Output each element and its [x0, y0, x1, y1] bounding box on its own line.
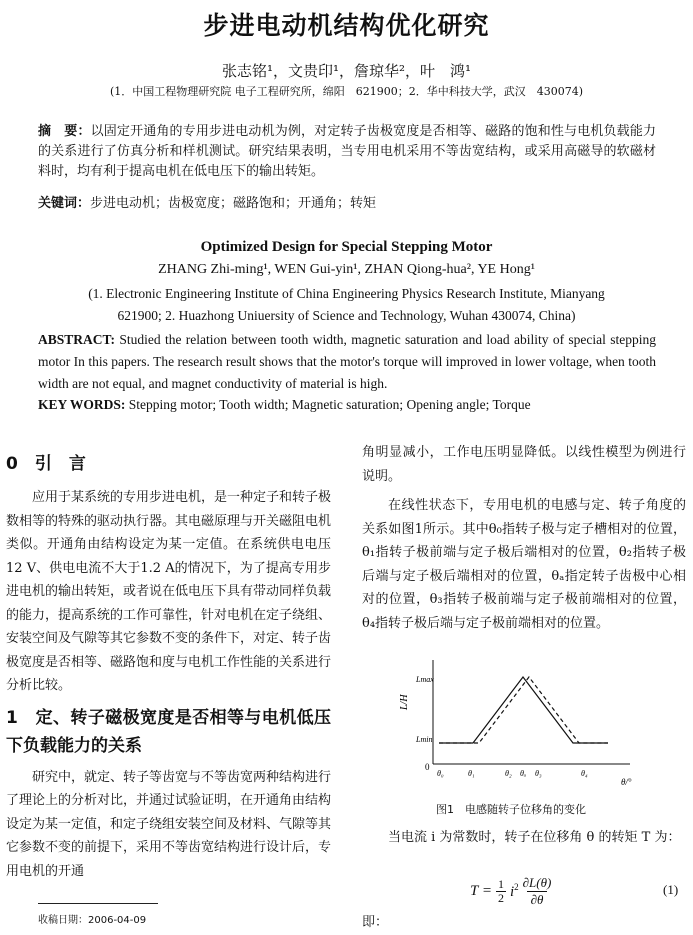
equation-1: [470, 875, 551, 908]
lmax-label: Lmax: [416, 675, 434, 684]
tick-thetaa: θₐ: [520, 769, 527, 778]
received-date-footnote: 收稿日期：2006-04-09: [38, 915, 147, 926]
affiliation-en-line1: (1. Electronic Engineering Institute of China Engineering Physics Research Institute, Mianyang: [88, 286, 605, 301]
section-1-paragraph: 研究中，就定、转子等齿宽与不等齿宽两种结构进行了理论上的分析对比，并通过试验证明，在开通角由结构设定为某一定值，和定子绕组安装空间及材料、气隙等其它参数不变的前提下，采用不等齿宽结构进行设计后，专用电机的开通: [6, 769, 332, 879]
footnote-rule: [38, 903, 158, 904]
eq-i-sup: 2: [514, 882, 519, 892]
tick-theta3: θ₃: [535, 769, 542, 778]
affiliation-en-line2: 621900; 2. Huazhong Uniuersity of Science and Technology, Wuhan 430074, China): [117, 308, 576, 323]
eq-derivative: [523, 875, 552, 908]
affiliation-cn: (1．中国工程物理研究院 电子工程研究所，绵阳 621900；2．华中科技大学，武汉 430074): [109, 85, 584, 98]
keywords-cn: [38, 192, 656, 211]
right-paragraph-3: 当电流 i 为常数时，转子在位移角 θ 的转矩 T 为：: [388, 830, 681, 845]
figure-1-caption: 图1 电感随转子位移角的变化: [436, 803, 586, 816]
lmin-label: Lmin: [416, 735, 433, 744]
abstract-cn-label: 摘 要：: [38, 124, 91, 139]
tick-theta1: θ₁: [468, 769, 475, 778]
abstract-en-label: ABSTRACT:: [38, 332, 116, 347]
abstract-en-text: Studied the relation between tooth width, magnetic saturation and load ability of special stepping motor In this papers. The research result shows that the motor's torque will improved in lower voltage, when tooth width are not equal, and magnet conductivity of material is high.: [38, 332, 656, 391]
keywords-en: [38, 397, 656, 413]
figure-1-inductance-plot: [395, 652, 665, 797]
section-0-paragraph: 应用于某系统的专用步进电机，是一种定子和转子极数相等的特殊的驱动执行器。其电磁原理与开关磁阻电机类似。开通角由结构设定为某一定值。在系统供电电压12 V、供电电流不大于1.2 A的情况下，为了提高专用步进电机的输出转矩，或者说在低电压下具有带动同样负载的能力，提高系统的工作可靠性，针对电机在定子绕组、安装空间及气隙等其它参数不变的条件下，对定、转子齿极宽度是否相等、磁路饱和度与电机工作性能的关系进行分析比较。: [6, 490, 332, 693]
tick-theta0: θ₀: [437, 769, 444, 778]
eq-half-num: 1: [497, 877, 504, 891]
eq-i: [510, 882, 519, 901]
eq-den: ∂θ: [527, 891, 548, 908]
equation-number: (1): [663, 882, 679, 897]
origin-label: 0: [425, 762, 430, 772]
paper-title: 步进电动机结构优化研究: [203, 11, 490, 40]
tick-theta4: θ₄: [581, 769, 588, 778]
abstract-en: [38, 329, 656, 395]
eq-half: [496, 878, 506, 905]
curve-dashed: [439, 677, 608, 743]
right-paragraph-2: 在线性状态下，专用电机的电感与定、转子角度的关系如图1所示。其中θ₀指转子极与定子槽相对的位置，θ₁指转子极前端与定子极后端相对的位置，θ₂指转子极后端与定子极后端相对的位置，θₐ指定转子齿极中心相对的位置，θ₃指转子极前端与定子极前端相对的位置，θ₄指转子极后端与定子极前端相对的位置。: [362, 498, 686, 631]
section-0-heading: 0 引 言: [6, 454, 86, 474]
left-column: [6, 450, 331, 883]
curve-solid: [439, 677, 608, 743]
authors-cn: 张志铭¹，文贵印¹，詹琼华²，叶 鸿¹: [221, 62, 472, 80]
right-paragraph-3-wrap: [362, 826, 686, 850]
eq-i-var: i: [509, 884, 515, 900]
right-column: [362, 441, 686, 635]
y-axis-label: L/H: [399, 694, 410, 710]
keywords-en-label: KEY WORDS:: [38, 397, 126, 412]
authors-en: ZHANG Zhi-ming¹, WEN Gui-yin¹, ZHAN Qiong-hua², YE Hong¹: [158, 262, 535, 277]
section-1-heading: 1 定、转子磁极宽度是否相等与电机低压下负载能力的关系: [6, 707, 331, 756]
keywords-en-text: Stepping motor; Tooth width; Magnetic saturation; Opening angle; Torque: [125, 397, 531, 412]
tick-theta2: θ₂: [505, 769, 512, 778]
eq-lhs: T =: [470, 883, 492, 899]
x-axis-label: θ/°: [621, 777, 632, 787]
keywords-cn-label: 关键词：: [38, 196, 91, 211]
eq-half-den: 2: [497, 891, 504, 905]
paper-title-en: Optimized Design for Special Stepping Motor: [200, 239, 493, 255]
eq-num: ∂L(θ): [522, 875, 552, 890]
abstract-cn-text: 以固定开通角的专用步进电动机为例，对定转子齿极宽度是否相等、磁路的饱和性与电机负载能力的关系进行了仿真分析和样机测试。研究结果表明，当专用电机采用不等齿宽结构，或采用高磁导的软磁材料时，均有利于提高电机在低电压下的输出转矩。: [38, 124, 656, 179]
right-paragraph-1: 角明显减小，工作电压明显降低。以线性模型为例进行说明。: [362, 445, 686, 484]
right-after-equation: 即：: [362, 915, 389, 930]
abstract-cn: [38, 122, 656, 182]
keywords-cn-text: 步进电动机；齿极宽度；磁路饱和；开通角；转矩: [90, 196, 377, 211]
